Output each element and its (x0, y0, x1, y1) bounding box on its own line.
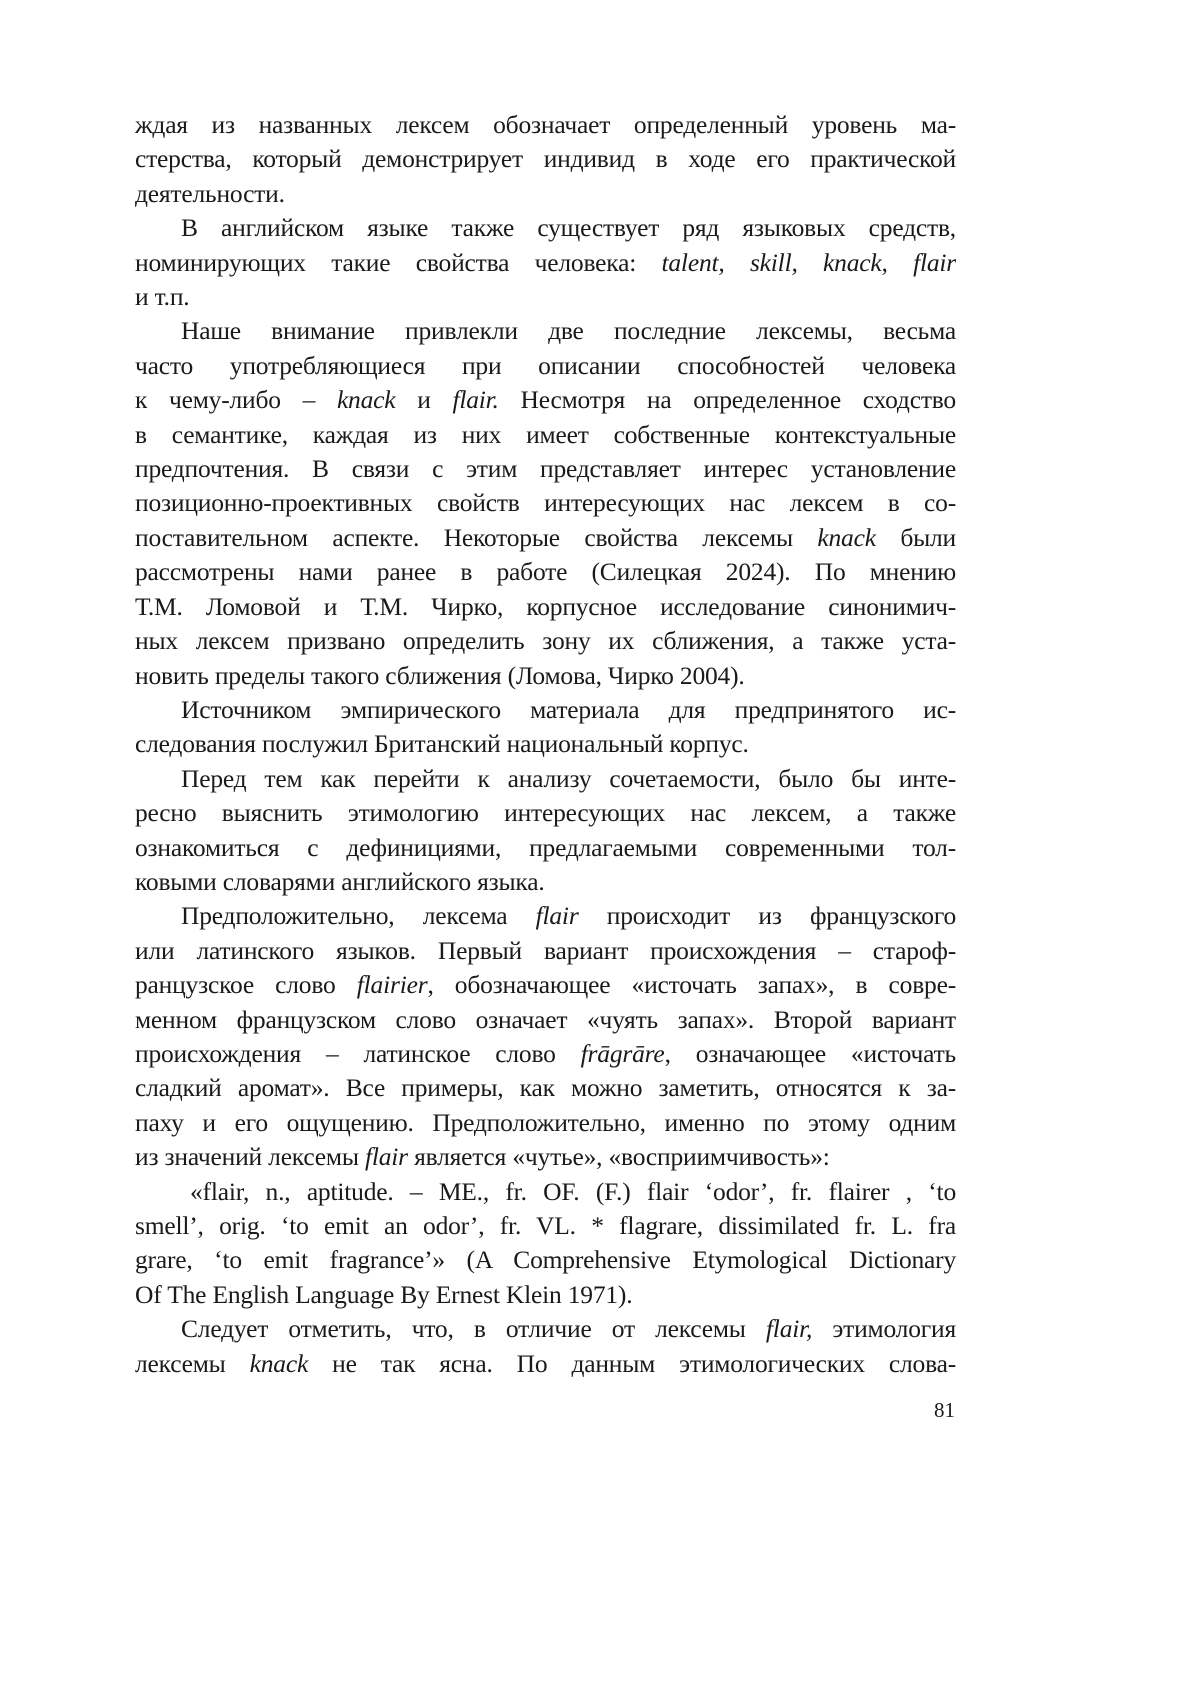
text-line (135, 968, 956, 1002)
text-segment: ознакомиться с дефинициями, предлагаемыми современными тол- (135, 832, 956, 862)
italic-term: talent, skill, knack, flair (661, 247, 956, 277)
text-segment: В английском языке также существует ряд языковых средств, (181, 213, 956, 243)
text-line (135, 1278, 956, 1312)
text-line (135, 555, 956, 589)
italic-term: flair, (765, 1314, 813, 1344)
text-line (135, 1037, 956, 1071)
text-line (135, 349, 956, 383)
page-number: 81 (934, 1398, 955, 1422)
text-line (135, 280, 956, 314)
text-segment: Of The English Language By Ernest Klein 1971). (135, 1279, 633, 1309)
text-segment: рассмотрены нами ранее в работе (Силецкая 2024). По мнению (135, 557, 956, 587)
text-segment: и (395, 385, 453, 415)
text-segment: в семантике, каждая из них имеет собственные контекстуальные (135, 419, 956, 449)
text-line (135, 831, 956, 865)
text-line (135, 1175, 956, 1209)
italic-term: flair. (452, 385, 499, 415)
text-line (135, 659, 956, 693)
text-segment: деятельности. (135, 178, 285, 208)
text-segment: или латинского языков. Первый вариант происхождения – староф- (135, 935, 956, 965)
text-segment: и т.п. (135, 282, 190, 312)
text-line (135, 177, 956, 211)
text-line (135, 486, 956, 520)
text-segment: ресно выяснить этимологию интересующих нас лексем, а также (135, 798, 956, 828)
text-segment: из значений лексемы (135, 1142, 365, 1172)
text-segment: , означающее «источать (664, 1038, 956, 1068)
text-line (135, 865, 956, 899)
text-line (135, 1209, 956, 1243)
text-segment: новить пределы такого сближения (Ломова, Чирко 2004). (135, 660, 745, 690)
text-segment: Следует отметить, что, в отличие от лексемы (181, 1314, 766, 1344)
text-segment: Наше внимание привлекли две последние лексемы, весьма (181, 316, 956, 346)
text-line (135, 693, 956, 727)
text-segment: ждая из названных лексем обозначает определенный уровень ма- (135, 110, 956, 139)
text-segment: лексемы (135, 1348, 250, 1378)
text-line (135, 899, 956, 933)
text-segment: ных лексем призвано определить зону их сближения, а также уста- (135, 626, 956, 656)
text-segment: происхождения – латинское слово (135, 1038, 581, 1068)
text-segment: Источником эмпирического материала для предпринятого ис- (181, 694, 956, 724)
italic-term: flair (535, 901, 579, 931)
text-line (135, 108, 956, 142)
text-segment: были (875, 522, 957, 552)
text-segment: сладкий аромат». Все примеры, как можно заметить, относятся к за- (135, 1073, 956, 1103)
text-segment: Несмотря на определенное сходство (498, 385, 956, 415)
italic-term: flairier (356, 970, 428, 1000)
text-segment: поставительном аспекте. Некоторые свойства лексемы (135, 522, 818, 552)
text-segment: к чему-либо – (135, 385, 337, 415)
text-line (135, 1106, 956, 1140)
italic-term: knack (817, 522, 876, 552)
italic-term: knack (336, 385, 396, 415)
italic-term: flair (364, 1142, 408, 1172)
text-segment: этимология (812, 1314, 956, 1344)
text-line (135, 1003, 956, 1037)
text-segment: «flair, n., aptitude. – ME., fr. OF. (F.) flair ‘odor’, fr. flairer , ‘to (190, 1176, 956, 1206)
text-line (135, 1347, 956, 1381)
italic-term: knack (249, 1348, 309, 1378)
text-line (135, 727, 956, 761)
text-segment: происходит из французского (578, 901, 956, 931)
text-segment: является «чутье», «восприимчивость»: (407, 1142, 830, 1172)
text-line (135, 246, 956, 280)
text-segment: ковыми словарями английского языка. (135, 866, 545, 896)
text-line (135, 521, 956, 555)
body-text (135, 108, 956, 1381)
text-segment: стерства, который демонстрирует индивид в ходе его практической (135, 144, 956, 174)
text-segment: часто употребляющиеся при описании способностей человека (135, 350, 956, 380)
text-line (135, 314, 956, 348)
text-line (135, 1312, 956, 1346)
text-line (135, 934, 956, 968)
text-line (135, 624, 956, 658)
text-line (135, 452, 956, 486)
text-line (135, 211, 956, 245)
text-segment: ранцузское слово (135, 970, 357, 1000)
text-line (135, 762, 956, 796)
text-segment: позиционно-проективных свойств интересующих нас лексем в со- (135, 488, 956, 518)
text-segment: grare, ‘to emit fragrance’» (A Comprehensive Etymological Dictionary (135, 1245, 956, 1275)
text-line (135, 1140, 956, 1174)
text-segment: следования послужил Британский национальный корпус. (135, 729, 749, 759)
text-segment: не так ясна. По данным этимологических слова- (308, 1348, 957, 1378)
text-line (135, 1243, 956, 1277)
text-segment: smell’, orig. ‘to emit an odor’, fr. VL. * flagrare, dissimilated fr. L. fra (135, 1211, 956, 1240)
text-segment: предпочтения. В связи с этим представляет интерес установление (135, 454, 956, 484)
text-line (135, 796, 956, 830)
text-line (135, 1071, 956, 1105)
text-segment: Перед тем как перейти к анализу сочетаемости, было бы инте- (181, 763, 956, 793)
text-segment: менном французском слово означает «чуять запах». Второй вариант (135, 1004, 956, 1034)
text-segment: Т.М. Ломовой и Т.М. Чирко, корпусное исследование синонимич- (135, 591, 956, 621)
text-segment: , обозначающее «источать запах», в совре- (427, 970, 956, 1000)
text-line (135, 383, 956, 417)
text-segment: номинирующих такие свойства человека: (135, 247, 662, 277)
text-segment: паху и его ощущению. Предположительно, именно по этому одним (135, 1107, 956, 1137)
text-segment: Предположительно, лексема (181, 901, 536, 931)
text-line (135, 590, 956, 624)
italic-term: frāgrāre (580, 1038, 665, 1068)
text-line (135, 142, 956, 176)
text-line (135, 418, 956, 452)
